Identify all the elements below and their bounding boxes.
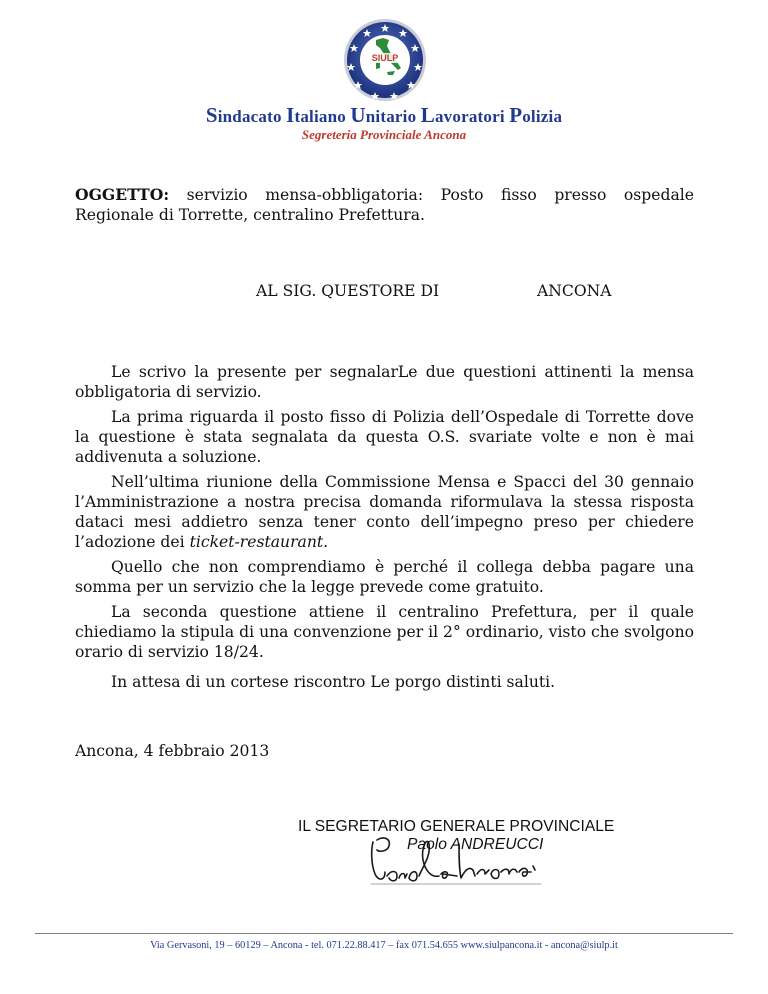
logo-text: SIULP — [371, 53, 399, 63]
body-paragraph-3: Nell’ultima riunione della Commissione Mensa e Spacci del 30 gennaio l’Amministrazione a nostra precisa domanda riformulava la stessa risposta dataci mesi addietro senza tener conto dell’impegno preso per chiedere l’adozione dei ticket-restaurant. — [75, 473, 694, 551]
signer-title: IL SEGRETARIO GENERALE PROVINCIALE — [298, 818, 615, 835]
signer-name: Paolo ANDREUCCI — [407, 836, 544, 853]
subject-label: OGGETTO: — [75, 185, 170, 204]
addressee-title: AL SIG. QUESTORE DI — [256, 282, 440, 300]
body-paragraph-4: Quello che non comprendiamo è perché il collega debba pagare una somma per un servizio che la legge prevede come gratuito. — [75, 558, 694, 596]
footer-divider — [35, 933, 733, 934]
footer-contact: Via Gervasoni, 19 – 60129 – Ancona - tel. 071.22.88.417 – fax 071.54.655 www.siulpancona.it - ancona@siulp.it — [150, 940, 618, 951]
addressee-city: ANCONA — [537, 282, 612, 300]
letter-date: Ancona, 4 febbraio 2013 — [75, 742, 270, 760]
body-paragraph-2: La prima riguarda il posto fisso di Polizia dell’Ospedale di Torrette dove la questione è stata segnalata da questa O.S. svariate volte e non è mai addivenuta a soluzione. — [75, 408, 694, 466]
organization-name: Sindacato Italiano Unitario Lavoratori Polizia — [205, 103, 563, 127]
body-paragraph-6: In attesa di un cortese riscontro Le porgo distinti saluti. — [111, 673, 556, 691]
body-paragraph-1: Le scrivo la presente per segnalarLe due questioni attinenti la mensa obbligatoria di servizio. — [75, 363, 694, 401]
body-paragraph-5: La seconda questione attiene il centralino Prefettura, per il quale chiediamo la stipula di una convenzione per il 2° ordinario, visto che svolgono orario di servizio 18/24. — [75, 603, 694, 661]
organization-subtitle: Segreteria Provinciale Ancona — [301, 127, 467, 142]
ticket-restaurant-term: ticket-restaurant — [189, 533, 324, 551]
subject-line — [75, 185, 694, 225]
subject-text: servizio mensa-obbligatoria: Posto fisso presso ospedale Regionale di Torrette, centralino Prefettura. — [75, 186, 694, 224]
siulp-logo — [343, 18, 427, 102]
